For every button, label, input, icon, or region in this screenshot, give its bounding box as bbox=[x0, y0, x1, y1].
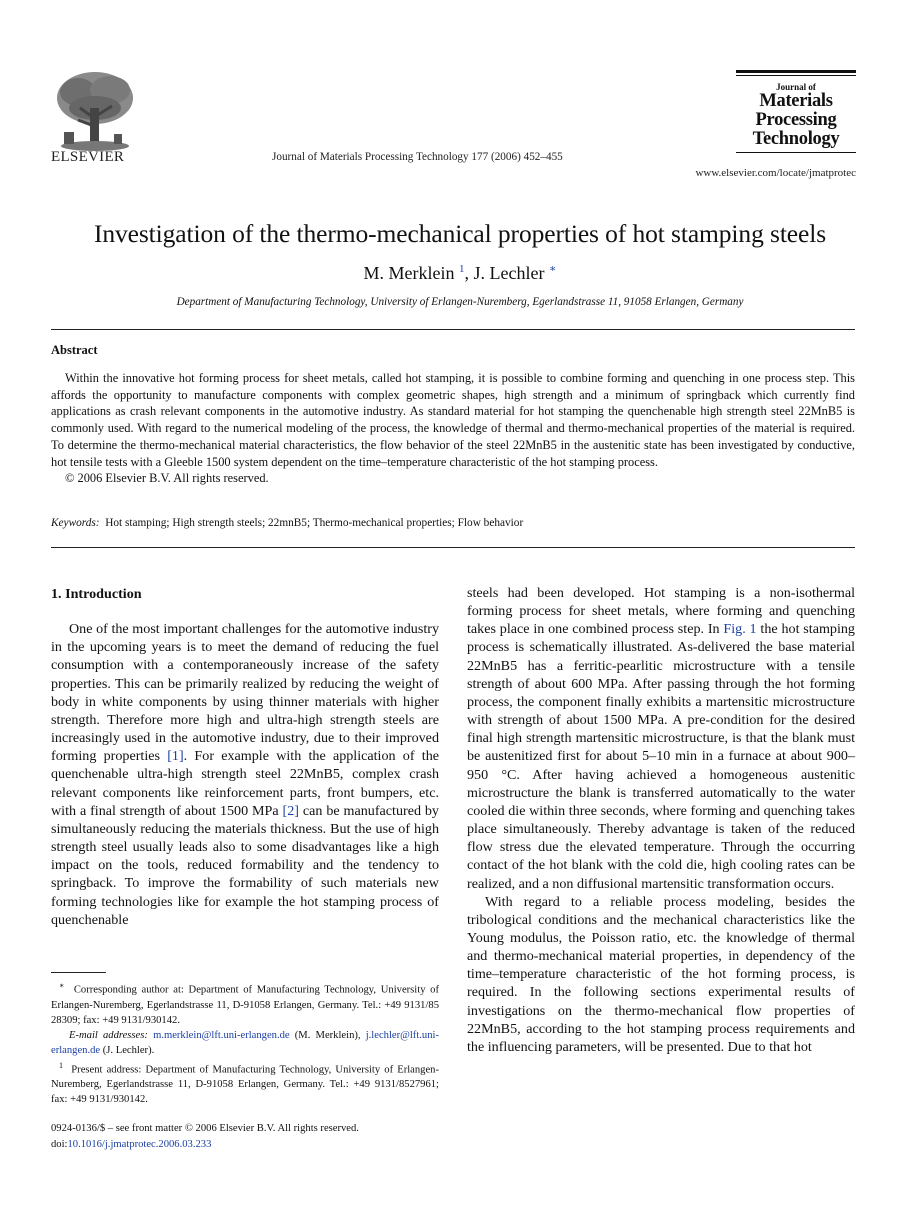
masthead-rule bbox=[736, 75, 856, 76]
author-name: M. Merklein bbox=[363, 263, 455, 283]
abstract-body bbox=[51, 370, 855, 487]
divider bbox=[51, 329, 855, 330]
journal-masthead bbox=[736, 70, 856, 155]
footnote-rule bbox=[51, 972, 106, 973]
keywords bbox=[51, 517, 523, 529]
paragraph-text: . For example with the application of the quenchenable ultra-high strength steel 22MnB5, complex crash relevant components like reinforcement parts, front bumpers, etc. with a final strength of about 1500 MPa bbox=[51, 748, 439, 819]
footnote bbox=[51, 1058, 439, 1108]
body-paragraph bbox=[467, 584, 855, 893]
footnote-mark: ∗ bbox=[59, 981, 65, 990]
footnotes bbox=[51, 978, 439, 1107]
journal-url[interactable]: www.elsevier.com/locate/jmatprotec bbox=[695, 167, 856, 179]
body-paragraph: With regard to a reliable process modeling, besides the tribological conditions and the mechanical characteristics like the Young modulus, the Poisson ratio, etc. the knowledge of thermal and thermo-mechanical material properties, in dependency of the time–temperature characteristic of the hot forming process, is required. In the following sections experimental results of investigations on the thermo-mechanical flow properties of 22MnB5, according to the hot stamping process requirements and the influencing parameters, will be presented. Due to that hot bbox=[467, 893, 855, 1055]
abstract-text: Within the innovative hot forming process for sheet metals, called hot stamping, it is possible to combine forming and quenching in one process step. This affords the opportunity to manufacture components with complex geometric shapes, high strength and a minimum of springback which currently find applications as crash relevant components in the automotive industry. As standard material for hot stamping the quenchenable high strength steel 22MnB5 is commonly used. With regard to the numerical modeling of the process, the knowledge of thermal and thermo-mechanical properties of the material is required. To determine the thermo-mechanical material characteristics, the flow behavior of the steel 22MnB5 in the austenitic state has been investigated by conductive, hot tensile tests with a Gleeble 1500 system dependent on the time–temperature characteristic of the hot stamping process. bbox=[51, 371, 855, 469]
journal-name-line: Technology bbox=[752, 129, 840, 149]
journal-name-line: Processing bbox=[755, 110, 837, 130]
email-link[interactable]: j.lechler@lft.uni-erlangen.de bbox=[51, 1029, 439, 1056]
divider bbox=[51, 547, 855, 548]
doi-line bbox=[51, 1137, 359, 1153]
publisher-name: ELSEVIER bbox=[51, 149, 125, 165]
footnote-text: Present address: Department of Manufacturing Technology, University of Erlangen-Nuremberg, Egerlandstrasse 11, D-91058 Erlangen, Germany. Tel.: +49 9131/8527961; fax: +49 9131/930142. bbox=[51, 1064, 440, 1106]
issn-line: 0924-0136/$ – see front matter © 2006 Elsevier B.V. All rights reserved. bbox=[51, 1123, 359, 1134]
author-separator: , bbox=[464, 263, 474, 283]
affiliation: Department of Manufacturing Technology, University of Erlangen-Nuremberg, Egerlandstrasse 11, 91058 Erlangen, Germany bbox=[176, 296, 744, 308]
section-heading: 1. Introduction bbox=[51, 586, 142, 602]
journal-prefix: Journal of bbox=[776, 82, 816, 92]
abstract-heading: Abstract bbox=[51, 343, 98, 357]
footnote-mark: 1 bbox=[59, 1060, 63, 1070]
masthead-rule bbox=[736, 70, 856, 73]
email-owner: (J. Lechler). bbox=[100, 1044, 155, 1056]
journal-name bbox=[736, 92, 856, 149]
doi-link[interactable]: 10.1016/j.jmatprotec.2006.03.233 bbox=[67, 1138, 212, 1150]
journal-name-line: Materials bbox=[759, 91, 833, 111]
article-title: Investigation of the thermo-mechanical properties of hot stamping steels bbox=[93, 219, 827, 248]
right-column bbox=[467, 584, 855, 1056]
author-footnote-link[interactable]: ∗ bbox=[548, 263, 557, 275]
email-link[interactable]: m.merklein@lft.uni-erlangen.de bbox=[153, 1029, 290, 1041]
email-owner: (M. Merklein), bbox=[289, 1029, 361, 1041]
masthead-rule bbox=[736, 152, 856, 153]
doi-label: doi: bbox=[51, 1138, 68, 1150]
front-matter bbox=[51, 1121, 359, 1152]
paragraph-text: steels had been developed. Hot stamping is a non-isothermal forming process for sheet metals, where forming and quenching takes place in one combined process step. In bbox=[467, 585, 855, 638]
body-paragraph bbox=[51, 620, 439, 929]
email-label: E-mail addresses: bbox=[69, 1029, 148, 1041]
author-name: J. Lechler bbox=[473, 263, 545, 283]
left-column bbox=[51, 585, 439, 929]
reference-link[interactable]: [1] bbox=[167, 748, 184, 765]
keywords-label: Keywords: bbox=[51, 517, 100, 529]
author-footnote-link[interactable]: 1 bbox=[459, 263, 465, 275]
copyright-notice: © 2006 Elsevier B.V. All rights reserved. bbox=[65, 471, 269, 486]
footnote bbox=[51, 1028, 439, 1058]
author-list bbox=[0, 262, 920, 284]
paragraph-text: the hot stamping process is schematically illustrated. As-delivered the base material 22MnB5 has a ferritic-pearlitic microstructure with a tensile strength of about 600 MPa. After passing through the hot forming process, the component finally exhibits a martensitic microstructure with strength of about 1500 MPa. A pre-condition for the desired final high strength martensitic microstructure, is that the blank must be austenitized first for about 5–10 min in a furnace at about 900–950 °C. After having achieved a homogeneous austenitic microstructure the blank is transferred automatically to the water cooled die within three seconds, where forming and quenching takes place simultaneously. Thereby advantage is taken of the reduced flow stress due the elevated temperature. Through the occurring contact of the hot blank with the cold die, high cooling rates can be realized, and a non diffusional martensitic transformation occurs. bbox=[467, 621, 855, 892]
journal-citation: Journal of Materials Processing Technology 177 (2006) 452–455 bbox=[272, 151, 563, 163]
figure-link[interactable]: Fig. 1 bbox=[723, 621, 757, 638]
footnote bbox=[51, 978, 439, 1028]
keywords-text: Hot stamping; High strength steels; 22mnB5; Thermo-mechanical properties; Flow behavior bbox=[105, 517, 524, 529]
paragraph-text: can be manufactured by simultaneously reducing the materials thickness. But the use of high strength steel usually leads also to some disadvantages like a high impact on the tools, reduced formability and the tendency to springback. To improve the formability of such materials new forming technologies like for example the hot stamping process of quenchenable bbox=[51, 802, 439, 928]
footnote-text: Corresponding author at: Department of Manufacturing Technology, University of Erlangen-Nuremberg, Egerlandstrasse 11, D-91058 Erlangen, Germany. Tel.: +49 9131/85 28309; fax: +49 9131/930142. bbox=[51, 984, 440, 1026]
paragraph-text: One of the most important challenges for the automotive industry in the upcoming years is to meet the demand of reducing the fuel consumption with a contemporaneously increase of the safety properties. This can be primarily realized by reducing the weight of body in white components by using thinner materials with higher strength. Therefore more high and ultra-high strength steels are increasingly used in the automotive industry, due to their improved forming properties bbox=[51, 621, 439, 765]
reference-link[interactable]: [2] bbox=[282, 802, 299, 819]
